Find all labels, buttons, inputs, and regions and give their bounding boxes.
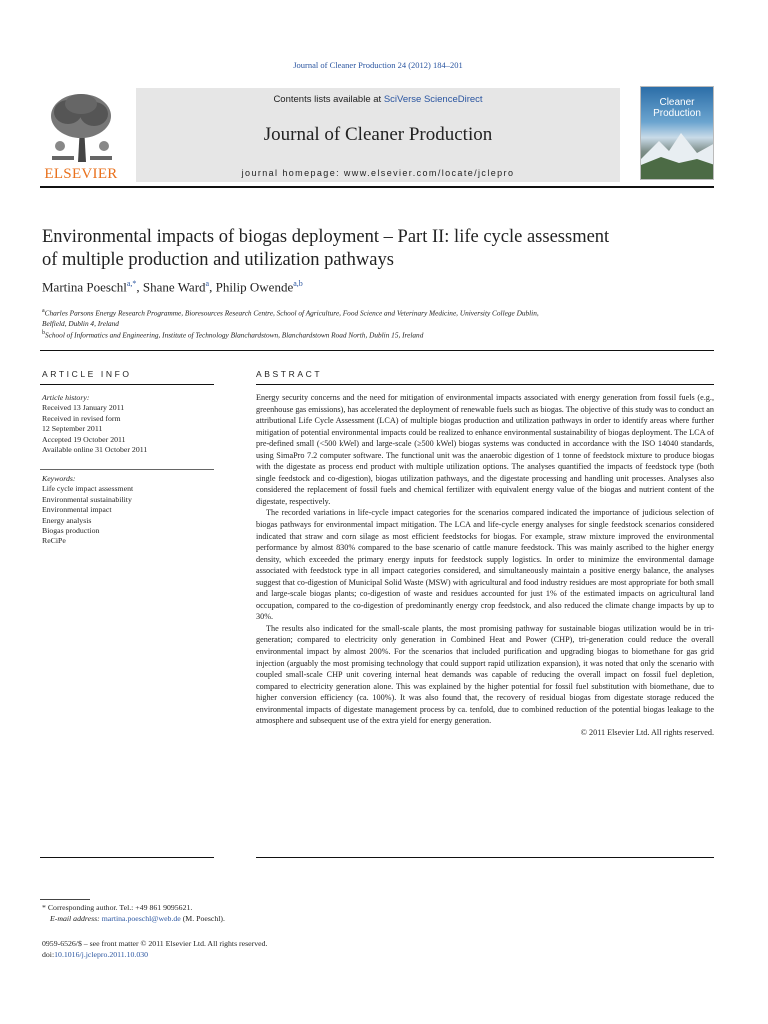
paper-title-line1: Environmental impacts of biogas deployment – Part II: life cycle assessment (42, 227, 610, 247)
email-line (42, 913, 442, 924)
author-affiliation-ref[interactable]: a,b (293, 279, 303, 288)
elsevier-logo[interactable] (40, 86, 122, 186)
footnote-rule (40, 899, 90, 900)
cover-title (641, 97, 713, 119)
cover-mountain-image (641, 129, 714, 179)
journal-title: Journal of Cleaner Production (263, 124, 493, 145)
abstract-heading: ABSTRACT (256, 369, 323, 379)
email-label: E-mail address: (50, 914, 100, 923)
author-affiliation-ref[interactable]: a (205, 279, 210, 288)
keywords-label: Keywords: (42, 474, 76, 483)
header-rule (40, 350, 714, 351)
author-name[interactable]: Shane Ward (142, 279, 206, 295)
sciencedirect-link[interactable]: SciVerse ScienceDirect (383, 94, 483, 105)
article-info-rule (40, 384, 214, 385)
cover-title-line2: Production (653, 108, 701, 119)
elsevier-tree-icon (44, 90, 118, 162)
abstract-paragraph: The results also indicated for the small-scale plants, the most promising pathway for sustainable biogas utilization would be in tri-generation; compared to electricity only generation in Combined Heat and Power (CHP), tri-generation could reduce the overall environmental impact by almost 200%. For the scenarios that included purification and upgrading biogas to biomethane for gas grid injection (arguably the most promising technology that could support rapid utilization expansion), it was noted that only the scenario with coupled small-scale CHP unit covering internal heat demands was capable of reducing the overall impact on fossil fuel depletion, compared to electricity generation alone. This was explained by the higher potential for fossil fuel substitution with biomethane, due to higher conversion efficiency (ca. 100%). It was also found that, the recovery of residual biogas from digestate storage reduced the environmental impacts of digestate management process by ca. tenfold, due to combined reduction of the potential biogas leakage to the atmosphere and subsequent use of the extra yield for energy generation. (256, 623, 714, 726)
abstract-paragraph: The recorded variations in life-cycle impact categories for the scenarios compared indicated the importance of judicious selection of biogas pathways for environmental impact mitigation. The LCA and life-cycle energy analyses for single feedstock scenarios considered indicated that straw and corn silage as most efficient feedstocks for biogas. For example, straw mixture improved the environmental performance by almost 830% compared to the base scenario of cattle manure feedstock. This was mainly ascribed to the higher energy density, which exceeded the primary energy inputs for feedstock supply logistics. In order to minimize the environmental damage associated with feedstock type in all impact categories considered, and simultaneously maintain a positive energy balance, the analyses suggest that co-digestion of Municipal Solid Waste (MSW) with agricultural and food industry residues are most appropriate for both small and large-scale biogas plants; co-digestion of waste and residues accounted for just 1% of the estimated impacts on agricultural land occupation, compared to the co-digestion of predominantly energy crop feedstock, and also reduced the climate change impacts by up to 30%. (256, 508, 714, 622)
cover-title-line1: Cleaner (659, 97, 695, 108)
contents-prefix: Contents lists available at (273, 94, 384, 105)
keyword-item: Energy analysis (42, 515, 92, 525)
doi-label: doi: (42, 950, 55, 959)
author-affiliation-ref[interactable]: a,* (126, 279, 137, 288)
author-list: Martina Poeschl$^{a,*}$, Shane Ward$^a$, Philip Owende$^{a,b}$ (42, 279, 303, 295)
article-history-label: Article history: (42, 393, 90, 402)
journal-reference[interactable]: Journal of Cleaner Production 24 (2012) 184–201 (293, 60, 463, 70)
keywords-rule (40, 469, 214, 470)
affiliation-b (42, 328, 714, 340)
doi-link[interactable]: 10.1016/j.jclepro.2011.10.030 (54, 950, 149, 959)
affiliation-text: Belfield, Dublin 4, Ireland (42, 319, 119, 329)
article-info-bottom-rule (40, 857, 214, 858)
journal-homepage[interactable]: journal homepage: www.elsevier.com/locate/jclepro (241, 168, 515, 178)
abstract-paragraph: Energy security concerns and the need for mitigation of environmental impacts associated with energy generation from fossil fuels (e.g., greenhouse gas emissions), has accelerated the deployment of renewable fuels such as biogas. The objective of this study was to conduct an attributional Life Cycle Assessment (LCA) of multiple biogas production and utilization pathways in order to identify areas where further mitigation of potential environmental impacts could be realized to enhance environmental sustainability of biogas deployment. The LCA of pre-defined small (<500 kWel) and large-scale (≥500 kWel) biogas systems was conducted in accordance with the ISO 14040 standards, using SimaPro 7.2 computer software. The functional unit was the anaerobic digestion of 1 tonne of feedstock mixture to produce biogas with the digestate as process end product with multiple utilization options. The analyses quantified the impacts of feedstock type (both single feedstock and co-digestion), biogas utilization pathways, and the digestate processing and handling unit processes. Analyses also considered the replacement of fossil fuels and chemical fertilizer with equivalent energy value of the biogas and nutrient content of the digestate, respectively. (256, 393, 714, 506)
abstract-body (256, 392, 714, 738)
article-history (42, 393, 214, 455)
affiliation-text: School of Informatics and Engineering, Institute of Technology Blanchardstown, Blanchardstown Road North, Dublin 15, Ireland (45, 330, 424, 340)
author-name[interactable]: Martina Poeschl (42, 279, 127, 295)
history-item: Received 13 January 2011 (42, 403, 125, 413)
masthead-rule (40, 186, 714, 188)
history-item: Received in revised form (42, 413, 121, 423)
abstract-rule (256, 384, 714, 385)
email-link[interactable]: martina.poeschl@web.de (101, 914, 181, 923)
corresponding-author-line: * Corresponding author. Tel.: +49 861 9095621. (42, 903, 193, 912)
abstract-copyright: © 2011 Elsevier Ltd. All rights reserved. (580, 727, 714, 737)
keyword-item: Environmental sustainability (42, 494, 132, 504)
paper-title (42, 226, 714, 272)
article-info-heading: ARTICLE INFO (42, 369, 132, 379)
affiliation-key: a (42, 308, 45, 314)
contents-line (136, 94, 620, 105)
affiliation-a (42, 306, 714, 329)
keyword-item: Environmental impact (42, 505, 112, 515)
affiliation-key: b (42, 330, 45, 336)
abstract-bottom-rule (256, 857, 714, 858)
publisher-name: ELSEVIER (44, 166, 118, 182)
doi-line (42, 949, 442, 960)
history-item: 12 September 2011 (42, 424, 103, 434)
keyword-item: Life cycle impact assessment (42, 484, 134, 494)
journal-masthead (40, 84, 714, 186)
front-matter-line: 0959-6526/$ – see front matter © 2011 Elsevier Ltd. All rights reserved. (42, 939, 268, 948)
journal-cover-thumbnail[interactable] (640, 86, 714, 180)
email-suffix: (M. Poeschl). (180, 914, 225, 923)
author-name[interactable]: Philip Owende (215, 279, 294, 295)
keyword-item: Biogas production (42, 526, 100, 536)
history-item: Accepted 19 October 2011 (42, 434, 126, 444)
keyword-item: ReCiPe (42, 536, 66, 546)
history-item: Available online 31 October 2011 (42, 445, 148, 455)
affiliation-text: Charles Parsons Energy Research Programme, Bioresources Research Centre, School of Agriculture, Food Science and Veterinary Medicine, University College Dublin, (44, 308, 539, 318)
corresponding-author-footnote (42, 902, 442, 924)
keywords (42, 474, 214, 547)
issn-block (42, 938, 442, 960)
journal-banner (136, 88, 620, 182)
paper-title-line2: of multiple production and utilization pathways (42, 250, 394, 270)
